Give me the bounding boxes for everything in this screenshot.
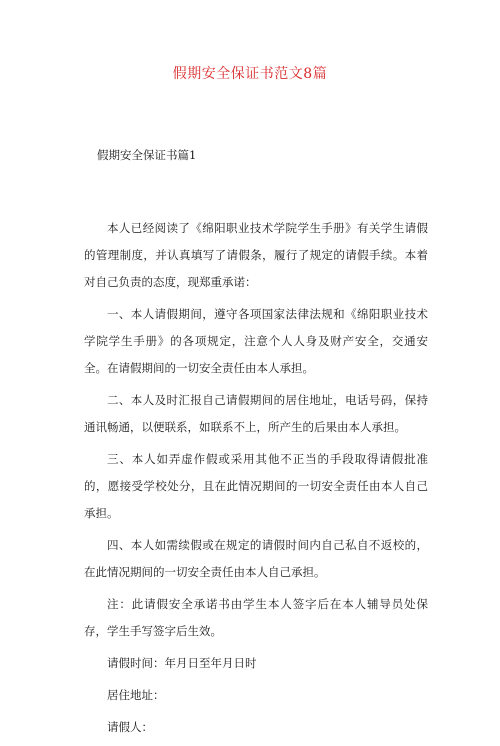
address-line: 居住地址： — [107, 688, 165, 702]
document-title: 假期安全保证书范文8篇 — [172, 66, 328, 82]
paragraph-note: 注：此请假安全承诺书由学生本人签字后在本人辅导员处保存，学生手写签字后生效。 — [84, 597, 428, 638]
paragraph-clause-3: 三、本人如弄虚作假或采用其他不正当的手段取得请假批准的，愿接受学校处分，且在此情况期间的一切安全责任由本人自己承担。 — [84, 452, 428, 520]
paragraph-clause-4: 四、本人如需续假或在规定的请假时间内自己私自不返校的，在此情况期间的一切安全责任由本人自己承担。 — [84, 538, 428, 579]
section-heading: 假期安全保证书篇1 — [97, 148, 197, 162]
paragraph-clause-1: 一、本人请假期间，遵守各项国家法律法规和《绵阳职业技术学院学生手册》的各项规定，注意个人人身及财产安全，交通安全。在请假期间的一切安全责任由本人承担。 — [84, 307, 428, 375]
applicant-line: 请假人： — [107, 720, 153, 734]
paragraph-intro: 本人已经阅读了《绵阳职业技术学院学生手册》有关学生请假的管理制度，并认真填写了请假条，履行了规定的请假手续。本着对自己负责的态度，现郑重承诺： — [84, 221, 428, 289]
document-body — [84, 215, 428, 746]
paragraph-clause-2: 二、本人及时汇报自己请假期间的居住地址，电话号码，保持通讯畅通，以便联系，如联系不上，所产生的后果由本人承担。 — [84, 393, 428, 434]
leave-time-line: 请假时间：年月日至年月日时 — [107, 656, 257, 670]
